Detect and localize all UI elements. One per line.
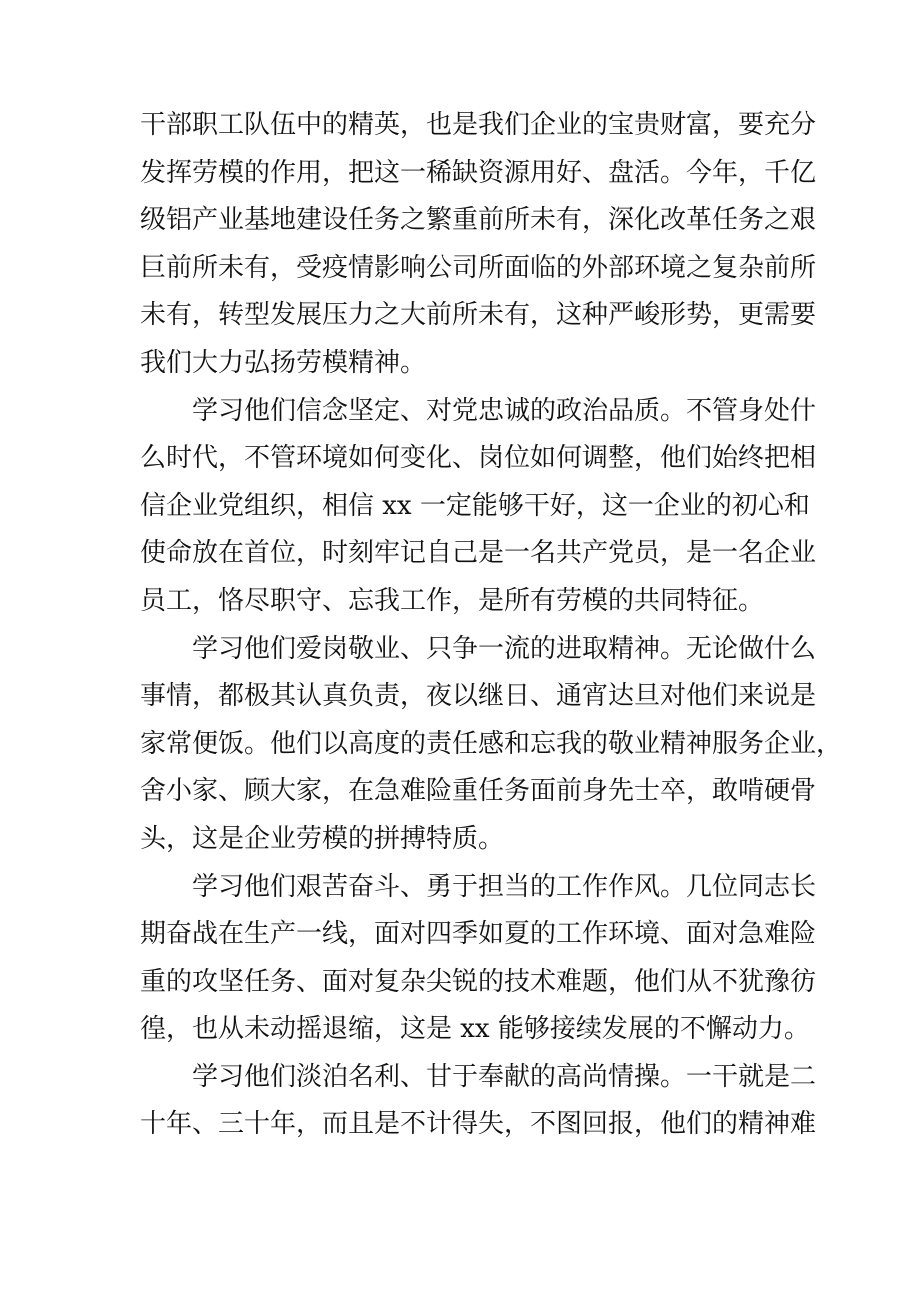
text-line: 干部职工队伍中的精英，也是我们企业的宝贵财富，要充分 (140, 110, 817, 140)
paragraph-2 (140, 388, 817, 626)
text-line: 头，这是企业劳模的拼搏特质。 (140, 823, 505, 854)
paragraph-5 (140, 1054, 817, 1149)
text-line: 期奋战在生产一线，面对四季如夏的工作环境、面对急难险 (140, 919, 817, 950)
text-line: 学习他们信念坚定、对党忠诚的政治品质。不管身处什 (192, 395, 817, 426)
text-line: 事情，都极其认真负责，夜以继日、通宵达旦对他们来说是 (140, 681, 817, 712)
text-line: 学习他们艰苦奋斗、勇于担当的工作作风。几位同志长 (192, 871, 817, 902)
text-line: 未有，转型发展压力之大前所未有，这种严峻形势，更需要 (140, 300, 817, 331)
paragraph-3 (140, 626, 843, 864)
text-line: 重的攻坚任务、面对复杂尖锐的技术难题，他们从不犹豫彷 (140, 966, 817, 997)
text-line: 家常便饭。他们以高度的责任感和忘我的敬业精神服务企业， (140, 728, 843, 759)
text-line: 学习他们淡泊名利、甘于奉献的高尚情操。一干就是二 (192, 1061, 817, 1092)
text-line: 使命放在首位，时刻牢记自己是一名共产党员，是一名企业 (140, 538, 817, 569)
text-line: 级铝产业基地建设任务之繁重前所未有，深化改革任务之艰 (140, 205, 817, 236)
text-line: 员工，恪尽职守、忘我工作，是所有劳模的共同特征。 (140, 585, 765, 616)
paragraph-4 (140, 864, 817, 1054)
text-line: 学习他们爱岗敬业、只争一流的进取精神。无论做什么 (192, 633, 817, 664)
text-line: 巨前所未有，受疫情影响公司所面临的外部环境之复杂前所 (140, 252, 817, 283)
text-line: 我们大力弘扬劳模精神。 (140, 347, 427, 378)
text-line: 舍小家、顾大家，在急难险重任务面前身先士卒，敢啃硬骨 (140, 776, 817, 807)
text-line: 么时代，不管环境如何变化、岗位如何调整，他们始终把相 (140, 443, 817, 474)
text-line: 徨，也从未动摇退缩，这是 xx 能够接续发展的不懈动力。 (140, 1014, 810, 1045)
text-line: 信企业党组织，相信 xx 一定能够干好，这一企业的初心和 (140, 490, 810, 521)
body-text (140, 102, 843, 1149)
text-line: 发挥劳模的作用，把这一稀缺资源用好、盘活。今年，千亿 (140, 157, 817, 188)
text-line: 十年、三十年，而且是不计得失，不图回报，他们的精神难 (140, 1109, 817, 1140)
paragraph-1 (140, 102, 817, 388)
